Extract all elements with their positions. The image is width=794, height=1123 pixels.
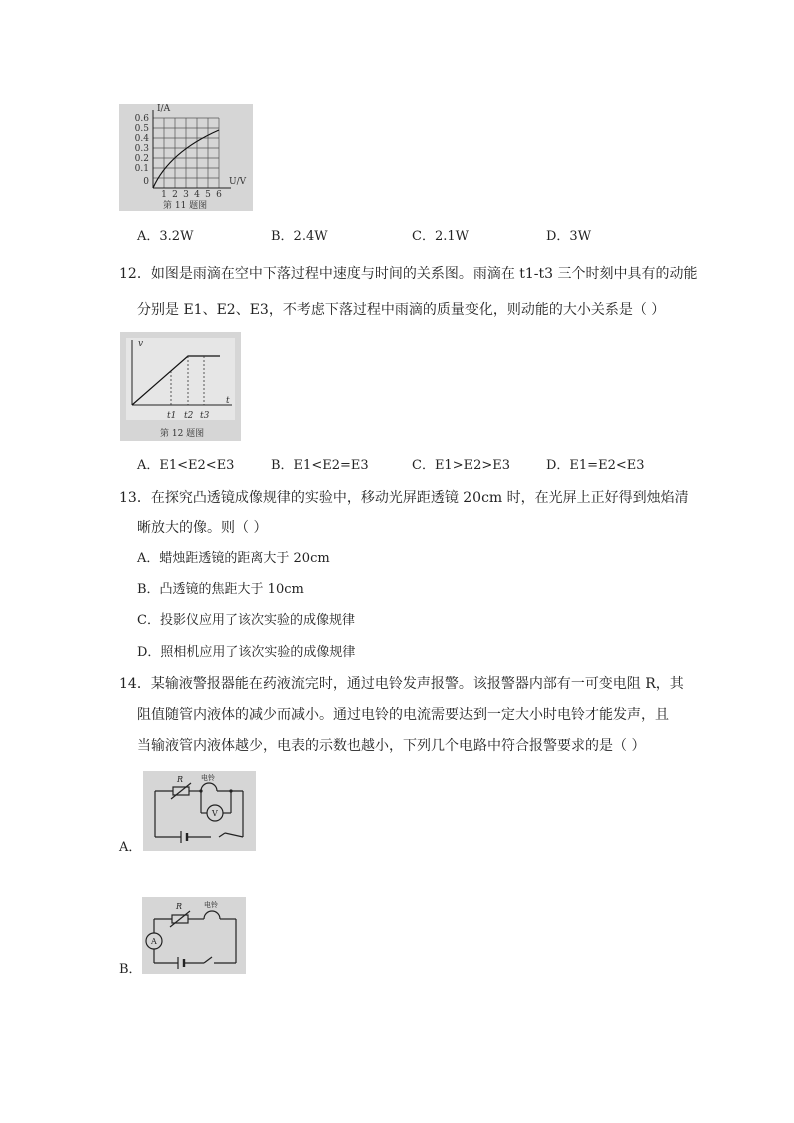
q14-option-a-label: A．	[119, 840, 142, 855]
q12-graph-figure	[120, 332, 241, 441]
q11-x-tick: 4	[194, 190, 200, 200]
q13-option-a: A．蜡烛距透镜的距离大于 20cm	[137, 551, 330, 566]
q11-x-tick: 5	[205, 190, 211, 200]
q13-option-c: C．投影仪应用了该次实验的成像规律	[137, 613, 355, 628]
q12-stem-line-2: 分别是 E1、E2、E3，不考虑下落过程中雨滴的质量变化，则动能的大小关系是（ ）	[137, 302, 666, 318]
q13-stem-line-1: 13．在探究凸透镜成像规律的实验中，移动光屏距透镜 20cm 时，在光屏上正好得到烛焰清	[119, 490, 689, 506]
q13-stem-line-2: 晰放大的像。则（ ）	[137, 520, 268, 536]
q12-t1-label: t1	[167, 411, 177, 421]
q12-x-axis-label: t	[226, 396, 230, 406]
q14-stem-line-2: 阻值随管内液体的减少而减小。通过电铃的电流需要达到一定大小时电铃才能发声，且	[137, 707, 669, 723]
q11-caption: 第 11 题图	[163, 201, 208, 211]
q12-option-a: A．E1<E2<E3	[137, 458, 235, 473]
q11-x-tick: 1	[161, 190, 167, 200]
q11-option-d: D．3W	[546, 229, 592, 244]
q11-y-tick: 0.1	[134, 164, 149, 174]
q12-option-b: B．E1<E2=E3	[271, 458, 369, 473]
q14-circuit-a-figure	[143, 771, 256, 851]
q12-t3-label: t3	[200, 411, 210, 421]
q11-x-tick: 2	[172, 190, 178, 200]
q14-a-resistor-label: R	[177, 775, 184, 784]
q14-option-b-label: B．	[119, 962, 142, 977]
q12-option-d: D．E1=E2<E3	[546, 458, 645, 473]
q12-t2-label: t2	[184, 411, 194, 421]
q14-circuit-a	[143, 771, 256, 851]
q12-option-c: C．E1>E2>E3	[412, 458, 511, 473]
q14-b-bell-label: 电铃	[204, 901, 218, 909]
q13-option-b: B．凸透镜的焦距大于 10cm	[137, 582, 304, 597]
q11-y-tick: 0.5	[134, 124, 149, 134]
q14-circuit-b-figure	[142, 897, 246, 974]
q11-y-tick: 0.3	[134, 144, 149, 154]
q14-b-ammeter-label: A	[151, 937, 157, 946]
q11-y-tick: 0	[143, 177, 149, 187]
q14-stem-line-3: 当输液管内液体越少，电表的示数也越小，下列几个电路中符合报警要求的是（ ）	[137, 738, 646, 754]
q12-stem-line-1: 12．如图是雨滴在空中下落过程中速度与时间的关系图。雨滴在 t1-t3 三个时刻中具有的动能	[119, 266, 698, 282]
q11-iu-graph	[119, 104, 253, 211]
q12-caption: 第 12 题图	[160, 429, 205, 439]
q11-y-axis-label: I/A	[157, 104, 171, 114]
q11-option-b: B．2.4W	[271, 229, 328, 244]
q11-y-tick: 0.6	[134, 114, 149, 124]
q11-graph-figure	[119, 104, 253, 211]
q12-y-axis-label: v	[138, 339, 144, 349]
q11-y-tick: 0.4	[134, 134, 149, 144]
q12-vt-graph	[120, 332, 241, 441]
q11-x-tick: 6	[216, 190, 222, 200]
q11-option-a: A．3.2W	[137, 229, 194, 244]
q14-stem-line-1: 14．某输液警报器能在药液流完时，通过电铃发声报警。该报警器内部有一可变电阻 R，其	[119, 676, 684, 692]
q14-a-voltmeter-label: V	[212, 809, 218, 818]
q11-y-tick: 0.2	[134, 154, 149, 164]
q11-x-tick: 3	[183, 190, 189, 200]
q11-option-c: C．2.1W	[412, 229, 469, 244]
q13-option-d: D．照相机应用了该次实验的成像规律	[137, 645, 356, 660]
q14-circuit-b	[142, 897, 246, 974]
q14-a-bell-label: 电铃	[201, 774, 215, 782]
q14-b-resistor-label: R	[176, 902, 183, 911]
q11-x-axis-label: U/V	[229, 177, 247, 187]
